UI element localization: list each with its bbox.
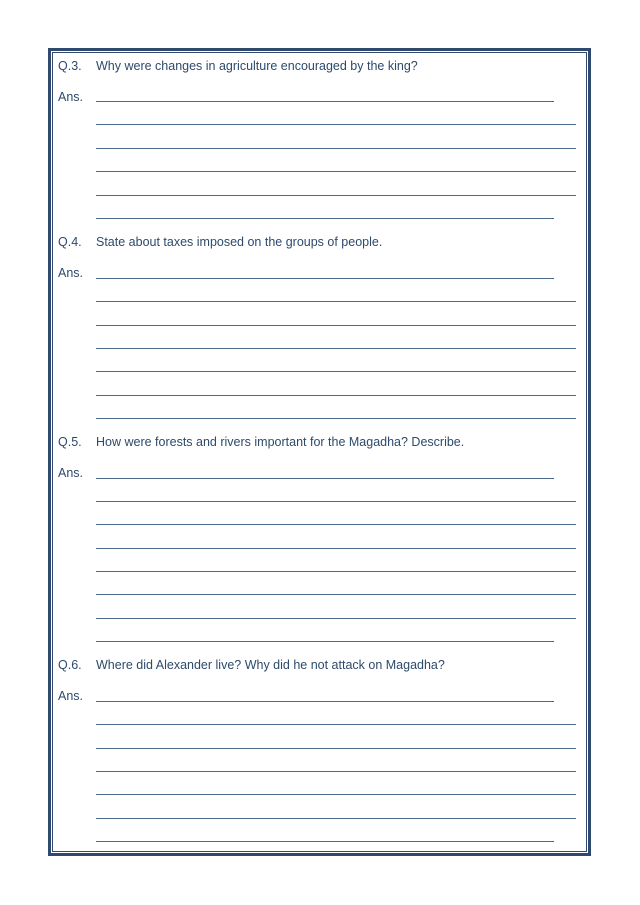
question-text: How were forests and rivers important for the Magadha? Describe. [96, 435, 465, 449]
question-text: Why were changes in agriculture encouraged by the king? [96, 59, 418, 73]
answer-line[interactable] [96, 724, 576, 725]
answer-line[interactable] [96, 218, 554, 219]
answer-line[interactable] [96, 618, 576, 619]
answer-line[interactable] [96, 395, 576, 396]
page-border-inner [52, 52, 587, 852]
answer-line[interactable] [96, 171, 576, 172]
answer-line[interactable] [96, 101, 554, 102]
answer-line[interactable] [96, 771, 576, 772]
answer-line[interactable] [96, 524, 576, 525]
question-number: Q.6. [58, 658, 82, 672]
answer-line[interactable] [96, 478, 554, 479]
question-number: Q.5. [58, 435, 82, 449]
answer-line[interactable] [96, 148, 576, 149]
answer-line[interactable] [96, 748, 576, 749]
question-number: Q.4. [58, 235, 82, 249]
question-number: Q.3. [58, 59, 82, 73]
answer-label: Ans. [58, 90, 84, 104]
answer-label: Ans. [58, 266, 84, 280]
answer-line[interactable] [96, 548, 576, 549]
answer-line[interactable] [96, 418, 576, 419]
question-text: Where did Alexander live? Why did he not attack on Magadha? [96, 658, 445, 672]
answer-line[interactable] [96, 701, 554, 702]
question-text: State about taxes imposed on the groups of people. [96, 235, 383, 249]
answer-line[interactable] [96, 195, 576, 196]
answer-line[interactable] [96, 124, 576, 125]
answer-line[interactable] [96, 325, 576, 326]
answer-line[interactable] [96, 371, 576, 372]
answer-line[interactable] [96, 841, 554, 842]
answer-line[interactable] [96, 278, 554, 279]
answer-line[interactable] [96, 501, 576, 502]
answer-line[interactable] [96, 818, 576, 819]
answer-label: Ans. [58, 466, 84, 480]
answer-label: Ans. [58, 689, 84, 703]
answer-line[interactable] [96, 641, 554, 642]
answer-line[interactable] [96, 794, 576, 795]
answer-line[interactable] [96, 348, 576, 349]
answer-line[interactable] [96, 594, 576, 595]
answer-line[interactable] [96, 301, 576, 302]
answer-line[interactable] [96, 571, 576, 572]
